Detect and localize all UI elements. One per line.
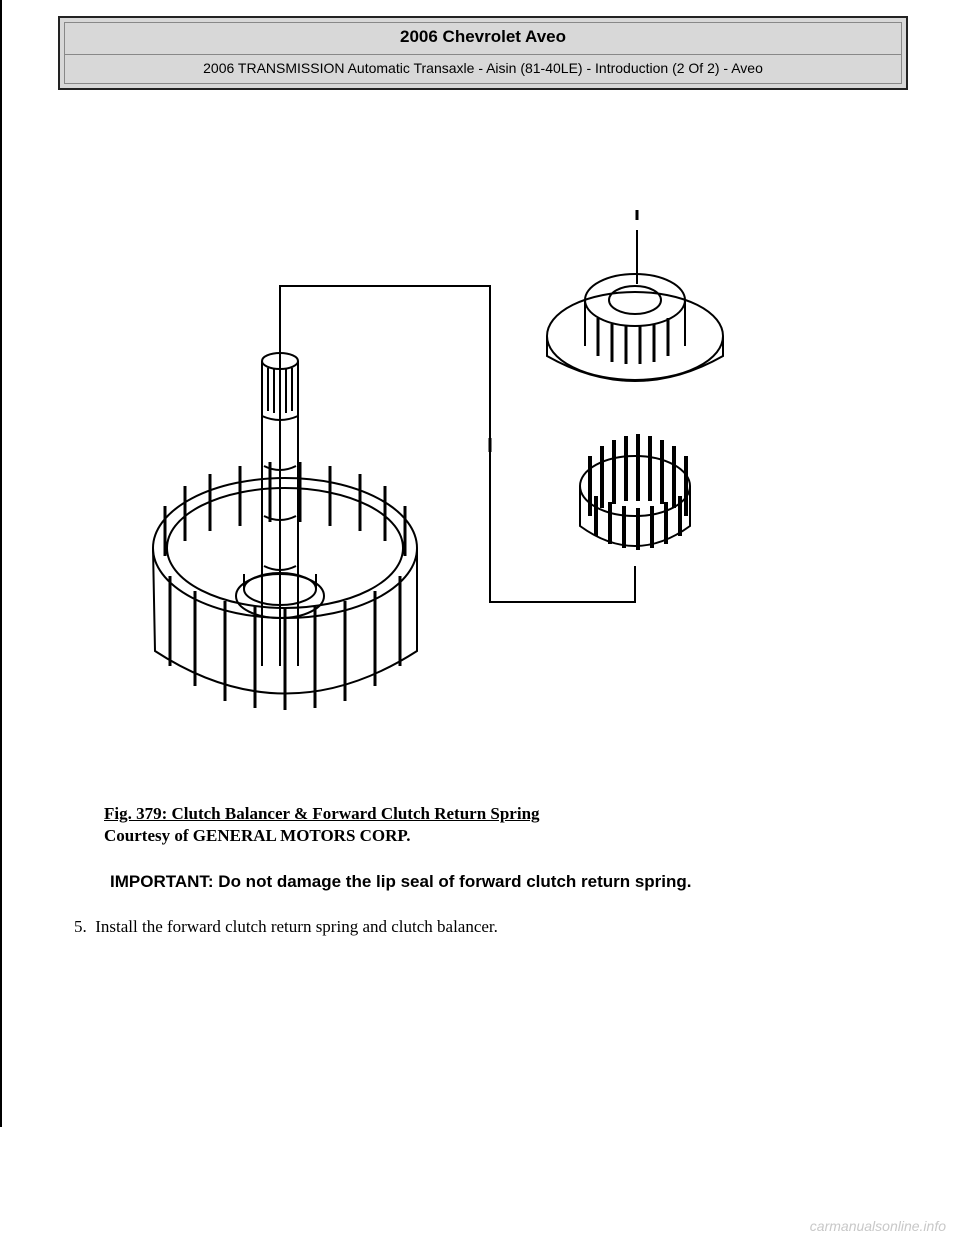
clutch-figure — [140, 196, 740, 776]
important-label: IMPORTANT: — [110, 872, 214, 891]
clutch-balancer — [547, 274, 723, 381]
caption-title: Fig. 379: Clutch Balancer & Forward Clutch Return Spring — [104, 804, 540, 823]
document-header — [58, 16, 908, 90]
header-title: 2006 Chevrolet Aveo — [400, 27, 566, 46]
callout-line-spring — [280, 286, 635, 666]
step-number: 5. — [74, 917, 87, 936]
header-subtitle: 2006 TRANSMISSION Automatic Transaxle - Aisin (81-40LE) - Introduction (2 Of 2) - Aveo — [203, 60, 763, 76]
important-text: Do not damage the lip seal of forward clutch return spring. — [218, 872, 692, 891]
caption-credit: Courtesy of GENERAL MOTORS CORP. — [104, 826, 411, 845]
footer-watermark[interactable]: carmanualsonline.info — [809, 1218, 946, 1234]
step-text: Install the forward clutch return spring and clutch balancer. — [95, 917, 498, 936]
return-spring — [580, 434, 690, 550]
important-note — [110, 872, 692, 892]
figure-caption — [104, 803, 540, 847]
clutch-drum — [153, 462, 417, 710]
header-inner — [64, 22, 902, 84]
header-divider — [65, 54, 901, 55]
procedure-step — [74, 917, 498, 937]
